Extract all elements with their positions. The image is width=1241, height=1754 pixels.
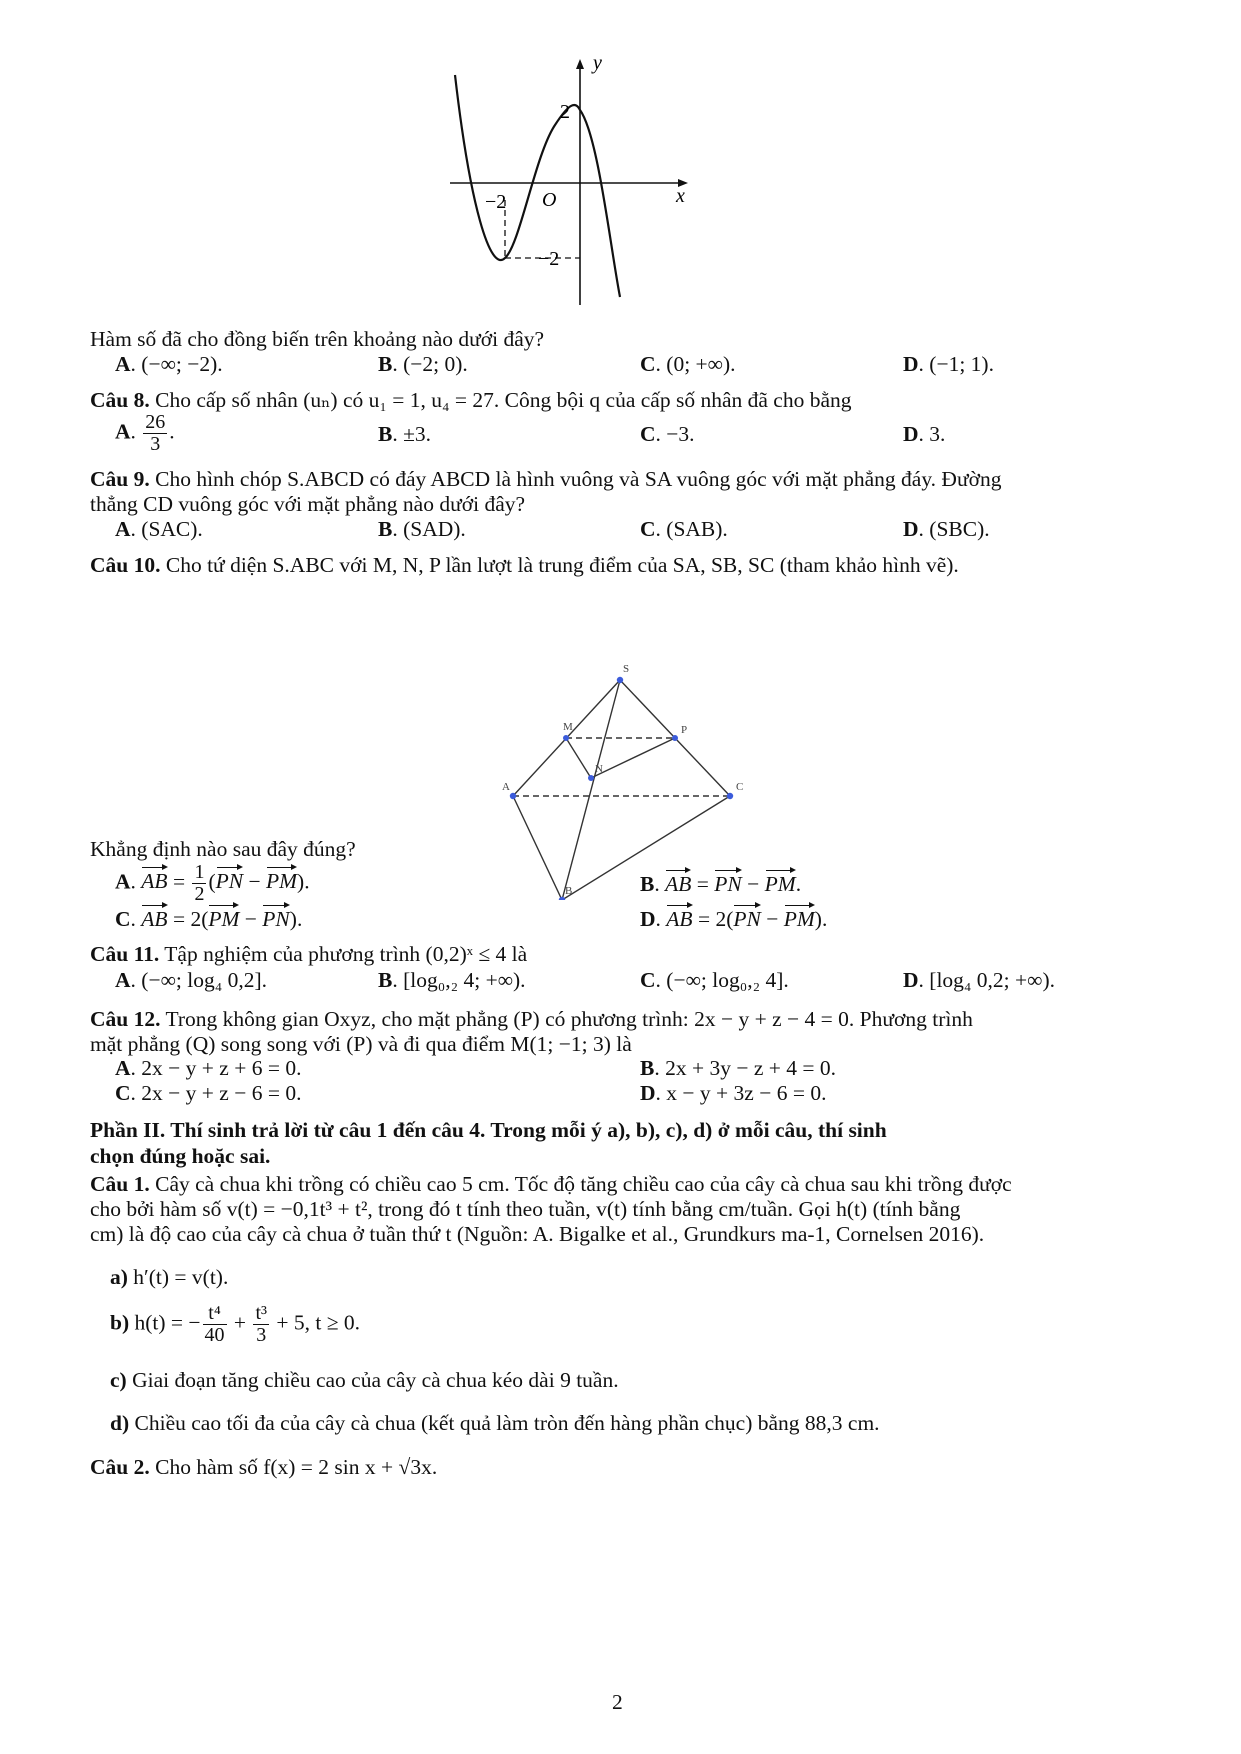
p2q1-stem-line2: cho bởi hàm số v(t) = −0,1t³ + t², trong đó t tính theo tuần, v(t) tính bằng cm/tuần. Gọi h(t) (tính bằng (90, 1197, 961, 1221)
q12-option-b[interactable] (640, 1056, 836, 1081)
q8-text: Cho cấp số nhân (uₙ) có u₁ = 1, u₄ = 27. Công bội q của cấp số nhân đã cho bằng (149, 388, 852, 412)
q8-option-a[interactable] (115, 412, 175, 455)
q8-a-dot: . (130, 419, 142, 444)
q10-a-label: A (115, 869, 131, 894)
ym2-label: −2 (538, 248, 560, 270)
label-c: C (736, 781, 744, 793)
q11-stem (90, 942, 527, 967)
q9-d-label: D (903, 517, 919, 541)
q10-a-open: ( (208, 869, 216, 894)
q10-label: Câu 10. (90, 553, 161, 577)
q9-option-d[interactable] (903, 517, 990, 542)
tetrahedron-figure (500, 660, 760, 900)
q8-d-text: . 3. (918, 422, 946, 446)
q7-option-d[interactable] (903, 352, 994, 377)
q11-a-label: A (115, 968, 131, 992)
q10-b-minus: − (741, 872, 765, 896)
x-label: x (676, 185, 685, 207)
q9-option-a[interactable] (115, 517, 203, 542)
q10-d-eq: = 2( (692, 907, 734, 931)
q8-stem (90, 388, 852, 413)
q8-a-period: . (169, 419, 175, 444)
p2q1-b-pre: h(t) = − (129, 1310, 201, 1335)
p2q1-b-frac1 (203, 1303, 227, 1346)
q12-stem-line2: mặt phẳng (Q) song song với (P) và đi qua điểm M(1; −1; 3) là (90, 1032, 632, 1056)
q11-d-label: D (903, 968, 919, 992)
p2q2-text: Cho hàm số f(x) = 2 sin x + √3x. (149, 1455, 438, 1479)
q12-stem-line1 (90, 1007, 973, 1032)
q12-c-label: C (115, 1081, 131, 1105)
q11-c-label: C (640, 968, 656, 992)
q12-text1: Trong không gian Oxyz, cho mặt phẳng (P) có phương trình: 2x − y + z − 4 = 0. Phương trình (160, 1007, 973, 1031)
q8-d-label: D (903, 422, 919, 446)
part2-heading-line2: chọn đúng hoặc sai. (90, 1144, 271, 1168)
q12-c-text: . 2x − y + z − 6 = 0. (130, 1081, 302, 1105)
p2q1-c-label: c) (110, 1368, 127, 1392)
q7-question: Hàm số đã cho đồng biến trên khoảng nào dưới đây? (90, 327, 545, 351)
q8-a-den: 3 (150, 433, 161, 455)
q8-c-label: C (640, 422, 656, 446)
p2q1-b-frac1-den: 40 (204, 1324, 225, 1346)
q12-d-label: D (640, 1081, 656, 1105)
q10-c-label: C (115, 907, 131, 931)
q10-c-close: ). (289, 907, 303, 931)
p2q2-stem (90, 1455, 437, 1480)
p2q1-c-text: Giai đoạn tăng chiều cao của cây cà chua kéo dài 9 tuần. (126, 1368, 619, 1392)
q8-b-label: B (378, 422, 393, 446)
q11-option-d[interactable] (903, 968, 1055, 993)
q9-b-text: . (SAD). (392, 517, 466, 541)
q11-b-label: B (378, 968, 393, 992)
p2q1-b-frac2-den: 3 (256, 1324, 267, 1346)
label-s: S (623, 663, 630, 675)
q10-c-eq: = 2( (167, 907, 209, 931)
q10-option-c[interactable] (115, 903, 302, 932)
q12-a-text: . 2x − y + z + 6 = 0. (130, 1056, 302, 1080)
p2q1-b-frac2-num: t³ (255, 1302, 267, 1324)
q12-b-text: . 2x + 3y − z + 4 = 0. (654, 1056, 837, 1080)
q11-text: Tập nghiệm của phương trình (0,2)ˣ ≤ 4 là (159, 942, 528, 966)
p2q1-b-plus: + (228, 1310, 252, 1335)
q11-b-text: . [log₀,₂ 4; +∞). (392, 968, 526, 992)
q10-a-half-den: 2 (194, 883, 205, 905)
q10-a-close: ). (297, 869, 310, 894)
q10-a-half-num: 1 (194, 861, 205, 883)
q9-option-b[interactable] (378, 517, 466, 542)
q7-c-text: . (0; +∞). (655, 352, 736, 376)
label-n: N (595, 763, 603, 775)
q9-stem-line1 (90, 467, 1001, 492)
q10-a-sep: . (130, 869, 142, 894)
q10-c-vec-pn: PN (262, 903, 289, 932)
q10-b-label: B (640, 872, 655, 896)
q10-d-label: D (640, 907, 656, 931)
p2q1-b-frac1-num: t⁴ (203, 1303, 227, 1325)
q10-d-close: ). (814, 907, 828, 931)
p2q1-item-a[interactable] (110, 1265, 228, 1290)
q10-b-vec-pn: PN (714, 868, 741, 897)
q7-b-label: B (378, 352, 393, 376)
q9-d-text: . (SBC). (918, 517, 990, 541)
q9-c-text: . (SAB). (655, 517, 728, 541)
q10-stem (90, 553, 959, 578)
q10-d-sep: . (655, 907, 667, 931)
q8-c-text: . −3. (655, 422, 695, 446)
q11-option-a[interactable] (115, 968, 267, 993)
q10-c-sep: . (130, 907, 142, 931)
q10-b-sep: . (654, 872, 666, 896)
function-graph (450, 55, 750, 335)
y-axis-arrow (576, 59, 584, 69)
q9-a-label: A (115, 517, 131, 541)
q10-a-vec-pn: PN (216, 865, 243, 894)
p2q1-stem-line1 (90, 1172, 1012, 1197)
origin-label: O (542, 189, 557, 211)
q10-a-vec-pm: PM (266, 865, 297, 894)
q10-b-eq: = (691, 872, 715, 896)
q9-c-label: C (640, 517, 656, 541)
point-m (563, 735, 569, 741)
q8-a-fraction (143, 412, 167, 455)
q10-option-d[interactable] (640, 903, 827, 932)
q9-label: Câu 9. (90, 467, 150, 491)
p2q2-label: Câu 2. (90, 1455, 150, 1479)
q7-option-a[interactable] (115, 352, 223, 377)
edge-ab (513, 796, 562, 900)
q10-b-vec-pm: PM (765, 868, 796, 897)
q7-c-label: C (640, 352, 656, 376)
q10-c-vec-pm: PM (208, 903, 239, 932)
q12-a-label: A (115, 1056, 131, 1080)
q8-a-label: A (115, 419, 131, 444)
q12-d-text: . x − y + 3z − 6 = 0. (655, 1081, 827, 1105)
q10-a-minus: − (243, 869, 266, 894)
q10-d-vec-pn: PN (733, 903, 760, 932)
p2q1-d-text: Chiều cao tối đa của cây cà chua (kết quả làm tròn đến hàng phần chục) bằng 88,3 cm. (129, 1411, 880, 1435)
p2q1-d-label: d) (110, 1411, 130, 1435)
part2-heading-line1: Phần II. Thí sinh trả lời từ câu 1 đến câu 4. Trong mỗi ý a), b), c), d) ở mỗi câu, thí sinh (90, 1118, 887, 1142)
q10-option-a[interactable] (115, 862, 310, 905)
q9-option-c[interactable] (640, 517, 728, 542)
p2q1-item-c[interactable] (110, 1368, 619, 1393)
xm2-label: −2 (485, 191, 507, 213)
p2q1-a-label: a) (110, 1265, 128, 1289)
q12-option-a[interactable] (115, 1056, 301, 1081)
p2q1-label: Câu 1. (90, 1172, 150, 1196)
q9-stem-line2: thẳng CD vuông góc với mặt phẳng nào dưới đây? (90, 492, 526, 516)
q10-b-vec-ab: AB (665, 868, 691, 897)
point-b (559, 897, 565, 900)
label-m: M (563, 721, 573, 733)
label-a: A (502, 781, 510, 793)
q8-label: Câu 8. (90, 388, 150, 412)
q9-text1: Cho hình chóp S.ABCD có đáy ABCD là hình vuông và SA vuông góc với mặt phẳng đáy. Đường (149, 467, 1002, 491)
q10-c-vec-ab: AB (141, 903, 167, 932)
point-s (617, 677, 623, 683)
edge-sb (562, 680, 620, 900)
q7-a-label: A (115, 352, 131, 376)
label-p: P (681, 724, 688, 736)
q7-option-b[interactable] (378, 352, 468, 377)
q11-option-c[interactable] (640, 968, 789, 993)
point-p (672, 735, 678, 741)
q10-b-end: . (795, 872, 802, 896)
q12-b-label: B (640, 1056, 655, 1080)
q7-d-label: D (903, 352, 919, 376)
q11-option-b[interactable] (378, 968, 526, 993)
p2q1-b-frac2 (253, 1303, 269, 1346)
q11-label: Câu 11. (90, 942, 160, 966)
p2q1-item-d[interactable] (110, 1411, 880, 1436)
q8-a-num: 26 (145, 411, 166, 433)
q10-a-vec-ab: AB (141, 865, 167, 894)
y2-label: 2 (560, 101, 570, 123)
q9-b-label: B (378, 517, 393, 541)
point-n (588, 775, 594, 781)
p2q1-b-post: + 5, t ≥ 0. (271, 1310, 361, 1335)
q7-option-c[interactable] (640, 352, 736, 377)
q9-a-text: . (SAC). (130, 517, 203, 541)
q11-c-text: . (−∞; log₀,₂ 4]. (655, 968, 789, 992)
p2q1-a-text: h′(t) = v(t). (127, 1265, 229, 1289)
q11-a-text: . (−∞; log₄ 0,2]. (130, 968, 267, 992)
label-b: B (565, 885, 573, 897)
point-a (510, 793, 516, 799)
q10-d-vec-pm: PM (784, 903, 815, 932)
q10-d-minus: − (760, 907, 784, 931)
q10-c-minus: − (239, 907, 263, 931)
point-c (727, 793, 733, 799)
q7-d-text: . (−1; 1). (918, 352, 994, 376)
p2q1-text1: Cây cà chua khi trồng có chiều cao 5 cm. Tốc độ tăng chiều cao của cây cà chua sau khi trồng được (149, 1172, 1012, 1196)
q7-b-text: . (−2; 0). (392, 352, 468, 376)
q12-option-c[interactable] (115, 1081, 301, 1106)
q8-b-text: . ±3. (392, 422, 432, 446)
q8-option-c[interactable] (640, 422, 695, 447)
p2q1-b-label: b) (110, 1310, 130, 1335)
p2q1-item-b[interactable] (110, 1303, 360, 1346)
q7-a-text: . (−∞; −2). (130, 352, 223, 376)
y-label: y (593, 55, 602, 74)
q8-option-d[interactable] (903, 422, 945, 447)
q12-option-d[interactable] (640, 1081, 826, 1106)
p2q1-stem-line3: cm) là độ cao của cây cà chua ở tuần thứ t (Nguồn: A. Bigalke et al., Grundkurs ma-1, Cornelsen 2016). (90, 1222, 985, 1246)
q10-text: Cho tứ diện S.ABC với M, N, P lần lượt là trung điểm của SA, SB, SC (tham khảo hình vẽ). (160, 553, 959, 577)
q10-question: Khẳng định nào sau đây đúng? (90, 837, 356, 861)
q10-a-half (192, 862, 206, 905)
q8-option-b[interactable] (378, 422, 431, 447)
q10-option-b[interactable] (640, 868, 801, 897)
q10-d-vec-ab: AB (666, 903, 692, 932)
segment-mn (566, 738, 591, 778)
q10-a-eq: = (167, 869, 191, 894)
q11-d-text: . [log₄ 0,2; +∞). (918, 968, 1055, 992)
q12-label: Câu 12. (90, 1007, 161, 1031)
page-number: 2 (612, 1690, 623, 1714)
